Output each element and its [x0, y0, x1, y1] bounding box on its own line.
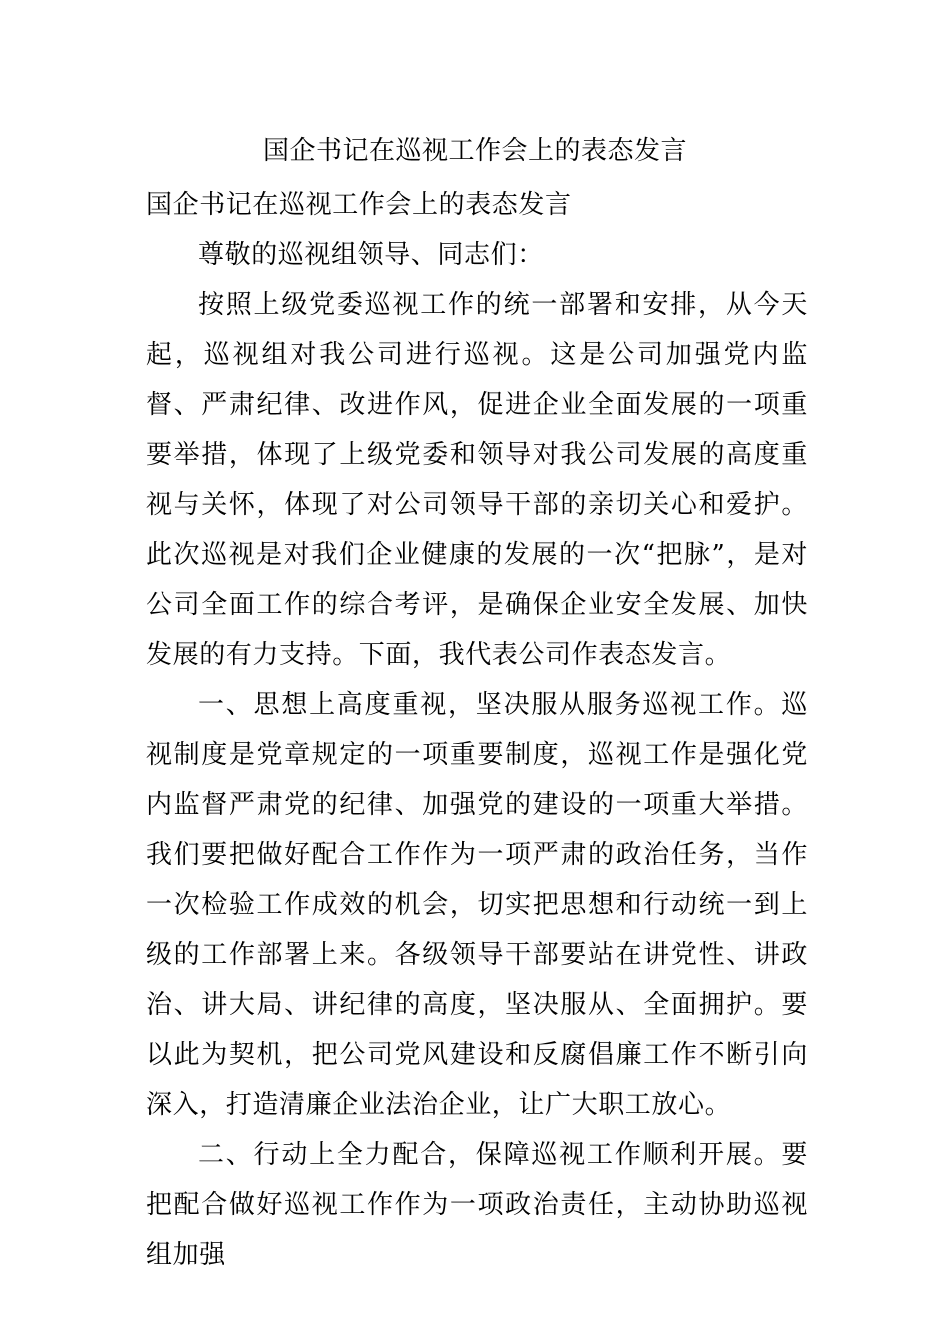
greeting-line: 尊敬的巡视组领导、同志们：	[198, 240, 544, 270]
paragraph-section-two: 二、行动上全力配合，保障巡视工作顺利开展。要把配合做好巡视工作作为一项政治责任，主动协助巡视组加强	[146, 1140, 808, 1270]
document-title: 国企书记在巡视工作会上的表态发言	[262, 136, 687, 166]
paragraph-section-one: 一、思想上高度重视，坚决服从服务巡视工作。巡视制度是党章规定的一项重要制度，巡视工作是强化党内监督严肃党的纪律、加强党的建设的一项重大举措。我们要把做好配合工作作为一项严肃的政治任务，当作一次检验工作成效的机会，切实把思想和行动统一到上级的工作部署上来。各级领导干部要站在讲党性、讲政治、讲大局、讲纪律的高度，坚决服从、全面拥护。要以此为契机，把公司党风建设和反腐倡廉工作不断引向深入，打造清廉企业法治企业，让广大职工放心。	[146, 690, 808, 1120]
document-subtitle: 国企书记在巡视工作会上的表态发言	[146, 190, 572, 220]
document-body	[146, 180, 808, 1280]
paragraph-intro: 按照上级党委巡视工作的统一部署和安排，从今天起，巡视组对我公司进行巡视。这是公司加强党内监督、严肃纪律、改进作风，促进企业全面发展的一项重要举措，体现了上级党委和领导对我公司发展的高度重视与关怀，体现了对公司领导干部的亲切关心和爱护。此次巡视是对我们企业健康的发展的一次“把脉”，是对公司全面工作的综合考评，是确保企业安全发展、加快发展的有力支持。下面，我代表公司作表态发言。	[146, 290, 808, 670]
